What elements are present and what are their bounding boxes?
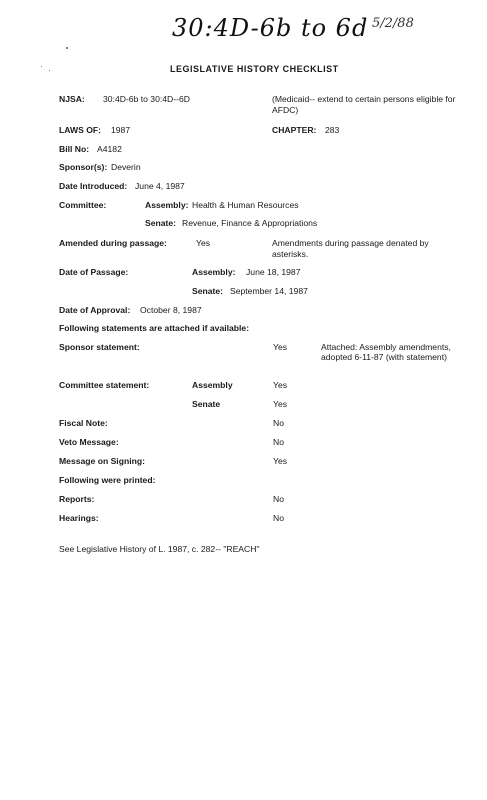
- date-of-approval-label: Date of Approval:: [59, 305, 131, 315]
- date-of-approval-value: October 8, 1987: [140, 305, 202, 315]
- committee-statement-assembly-label: Assembly: [192, 380, 233, 390]
- scan-speck: [41, 66, 42, 67]
- veto-message-label: Veto Message:: [59, 437, 119, 447]
- hearings-label: Hearings:: [59, 513, 99, 523]
- chapter-label: CHAPTER:: [272, 125, 317, 135]
- handwritten-date: 5/2/88: [372, 16, 414, 31]
- committee-label: Committee:: [59, 200, 107, 210]
- scan-speck: [66, 47, 68, 49]
- passage-senate-label: Senate:: [192, 286, 224, 296]
- committee-assembly-value: Health & Human Resources: [192, 200, 299, 210]
- committee-statement-label: Committee statement:: [59, 380, 150, 390]
- amended-value: Yes: [196, 238, 211, 248]
- committee-assembly-label: Assembly:: [145, 200, 189, 210]
- veto-message-value: No: [273, 437, 284, 447]
- sponsor-statement-note: Attached: Assembly amendments, adopted 6-11-87 (with statement): [321, 342, 451, 362]
- committee-statement-senate-value: Yes: [273, 399, 288, 409]
- amended-label: Amended during passage:: [59, 238, 167, 248]
- scan-speck: [49, 70, 50, 71]
- njsa-label: NJSA:: [59, 94, 85, 104]
- sponsor-statement-value: Yes: [273, 342, 288, 352]
- sponsor-statement-label: Sponsor statement:: [59, 342, 140, 352]
- date-introduced-label: Date Introduced:: [59, 181, 128, 191]
- laws-of-value: 1987: [111, 125, 131, 135]
- fiscal-note-value: No: [273, 418, 284, 428]
- footer-note: See Legislative History of L. 1987, c. 282-- "REACH": [59, 544, 260, 554]
- passage-assembly-label: Assembly:: [192, 267, 236, 277]
- passage-senate-value: September 14, 1987: [230, 286, 308, 296]
- handwritten-citation: 30:4D-6b to 6d: [172, 14, 369, 42]
- attached-heading: Following statements are attached if available:: [59, 323, 250, 333]
- printed-heading: Following were printed:: [59, 475, 156, 485]
- hearings-value: No: [273, 513, 284, 523]
- committee-senate-label: Senate:: [145, 218, 177, 228]
- passage-assembly-value: June 18, 1987: [246, 267, 301, 277]
- amended-note: Amendments during passage denated by asterisks.: [272, 238, 429, 259]
- date-introduced-value: June 4, 1987: [135, 181, 185, 191]
- committee-senate-value: Revenue, Finance & Appropriations: [182, 218, 318, 228]
- committee-statement-senate-label: Senate: [192, 399, 221, 409]
- committee-statement-assembly-value: Yes: [273, 380, 288, 390]
- message-on-signing-value: Yes: [273, 456, 288, 466]
- reports-value: No: [273, 494, 284, 504]
- laws-of-label: LAWS OF:: [59, 125, 102, 135]
- bill-no-label: Bill No:: [59, 144, 90, 154]
- njsa-value: 30:4D-6b to 30:4D--6D: [103, 94, 190, 104]
- sponsors-label: Sponsor(s):: [59, 162, 108, 172]
- chapter-value: 283: [325, 125, 340, 135]
- date-of-passage-label: Date of Passage:: [59, 267, 129, 277]
- bill-no-value: A4182: [97, 144, 122, 154]
- reports-label: Reports:: [59, 494, 95, 504]
- fiscal-note-label: Fiscal Note:: [59, 418, 108, 428]
- message-on-signing-label: Message on Signing:: [59, 456, 145, 466]
- page-title: LEGISLATIVE HISTORY CHECKLIST: [170, 64, 339, 74]
- njsa-note: (Medicaid-- extend to certain persons eligible for AFDC): [272, 94, 456, 115]
- sponsors-value: Deverin: [111, 162, 141, 172]
